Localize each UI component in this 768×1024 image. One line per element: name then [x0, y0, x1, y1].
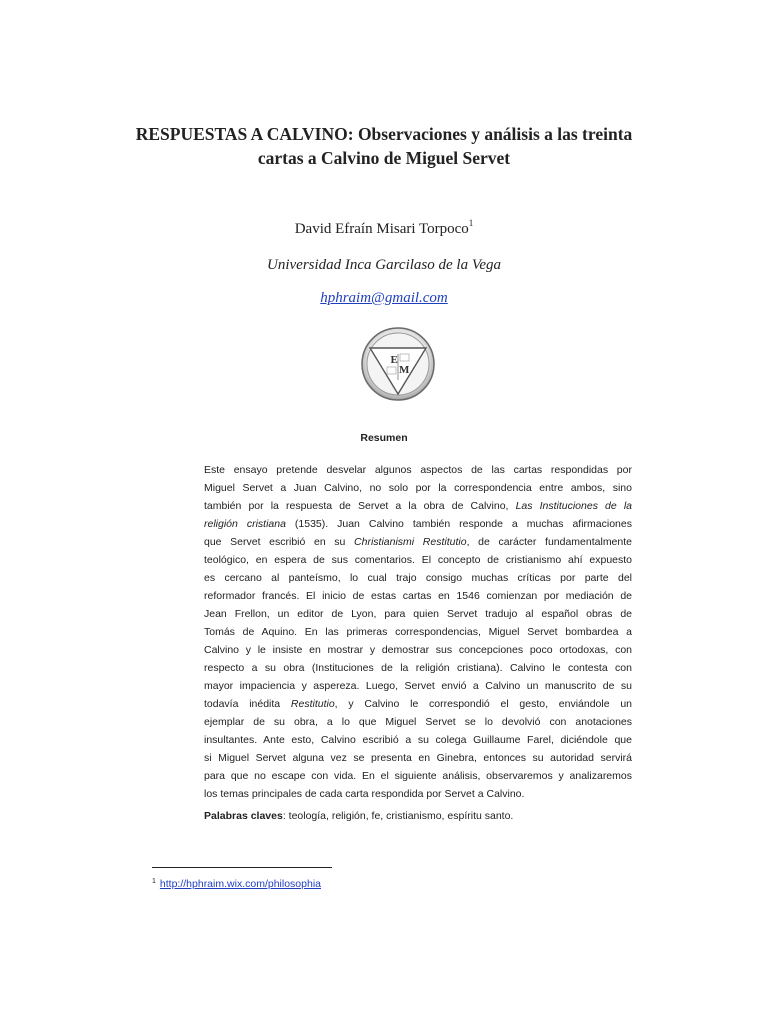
author-affiliation: Universidad Inca Garcilaso de la Vega — [267, 257, 501, 273]
abstract-line: Miguel Servet a Juan Calvino, no solo por la correspondencia entre ambos, sino — [204, 482, 632, 494]
keywords-label: Palabras claves — [204, 810, 283, 822]
logo-letter-m: M — [399, 364, 410, 376]
abstract-line: respecto a su obra (Instituciones de la religión cristiana). Calvino le contesta con — [204, 662, 632, 674]
logo-letter-e: E — [390, 354, 398, 366]
author-email-link[interactable]: hphraim@gmail.com — [320, 290, 448, 306]
abstract-line: Este ensayo pretende desvelar algunos aspectos de las cartas respondidas por — [204, 464, 632, 476]
footnote — [152, 877, 321, 891]
abstract-line: si Miguel Servet alguna vez se presenta en Ginebra, entonces su autoridad servirá — [204, 752, 632, 764]
author-email-line — [0, 288, 768, 308]
keywords-line — [204, 809, 632, 823]
keywords-text: : teología, religión, fe, cristianismo, espíritu santo. — [282, 810, 514, 822]
abstract-heading: Resumen — [360, 432, 408, 444]
paper-title-line-2: cartas a Calvino de Miguel Servet — [257, 148, 511, 168]
paper-title-line-1: RESPUESTAS A CALVINO: Observaciones y análisis a las treinta — [135, 124, 633, 144]
paper-title — [90, 122, 678, 170]
abstract-line: religión cristiana (1535). Juan Calvino también responde a muchas afirmaciones — [204, 518, 632, 530]
author-footnote-mark: 1 — [468, 218, 474, 228]
footnote-separator — [152, 867, 332, 868]
abstract-line: insultantes. Ante esto, Calvino escribió a su colega Guillaume Farel, diciéndole que — [204, 734, 632, 746]
abstract-line: Calvino y le insiste en mostrar y demostrar sus concepciones poco ortodoxas, con — [204, 644, 632, 656]
abstract-line: es cercano al panteísmo, lo cual trajo consigo muchas críticas por parte del — [204, 572, 632, 584]
author-line — [0, 219, 768, 239]
abstract-line: teológico, en espera de sus comentarios. El concepto de cristianismo ahí expuesto — [204, 554, 632, 566]
abstract-line: también por la respuesta de Servet a la obra de Calvino, Las Instituciones de la — [204, 500, 632, 512]
abstract-line: Tomás de Aquino. En las primeras correspondencias, Miguel Servet bombardea a — [204, 626, 632, 638]
abstract-line: mayor impaciencia y aspereza. Luego, Servet envió a Calvino un manuscrito de su — [204, 680, 632, 692]
abstract-body — [204, 461, 632, 803]
abstract-line: Jean Frellon, un editor de Lyon, para quien Servet tradujo al español obras de — [204, 608, 632, 620]
abstract-line: los temas principales de cada carta respondida por Servet a Calvino. — [204, 788, 525, 800]
abstract-line: para que no escape con vida. En el siguiente análisis, observaremos y analizaremos — [204, 770, 632, 782]
author-name: David Efraín Misari Torpoco — [294, 221, 469, 237]
abstract-line: todavía inédita Restitutio, y Calvino le correspondió el gesto, enviándole un — [204, 698, 632, 710]
abstract-line: ejemplar de su obra, a lo que Miguel Servet se lo devolvió con anotaciones — [204, 716, 632, 728]
footnote-mark: 1 — [152, 878, 156, 885]
abstract-line: que Servet escribió en su Christianismi Restitutio, de carácter fundamentalmente — [204, 536, 632, 548]
footnote-link[interactable]: http://hphraim.wix.com/philosophia — [159, 878, 321, 890]
em-logo-emblem — [360, 326, 436, 402]
abstract-line: reformador francés. El inicio de estas cartas en 1546 comienzan por mediación de — [204, 590, 632, 602]
